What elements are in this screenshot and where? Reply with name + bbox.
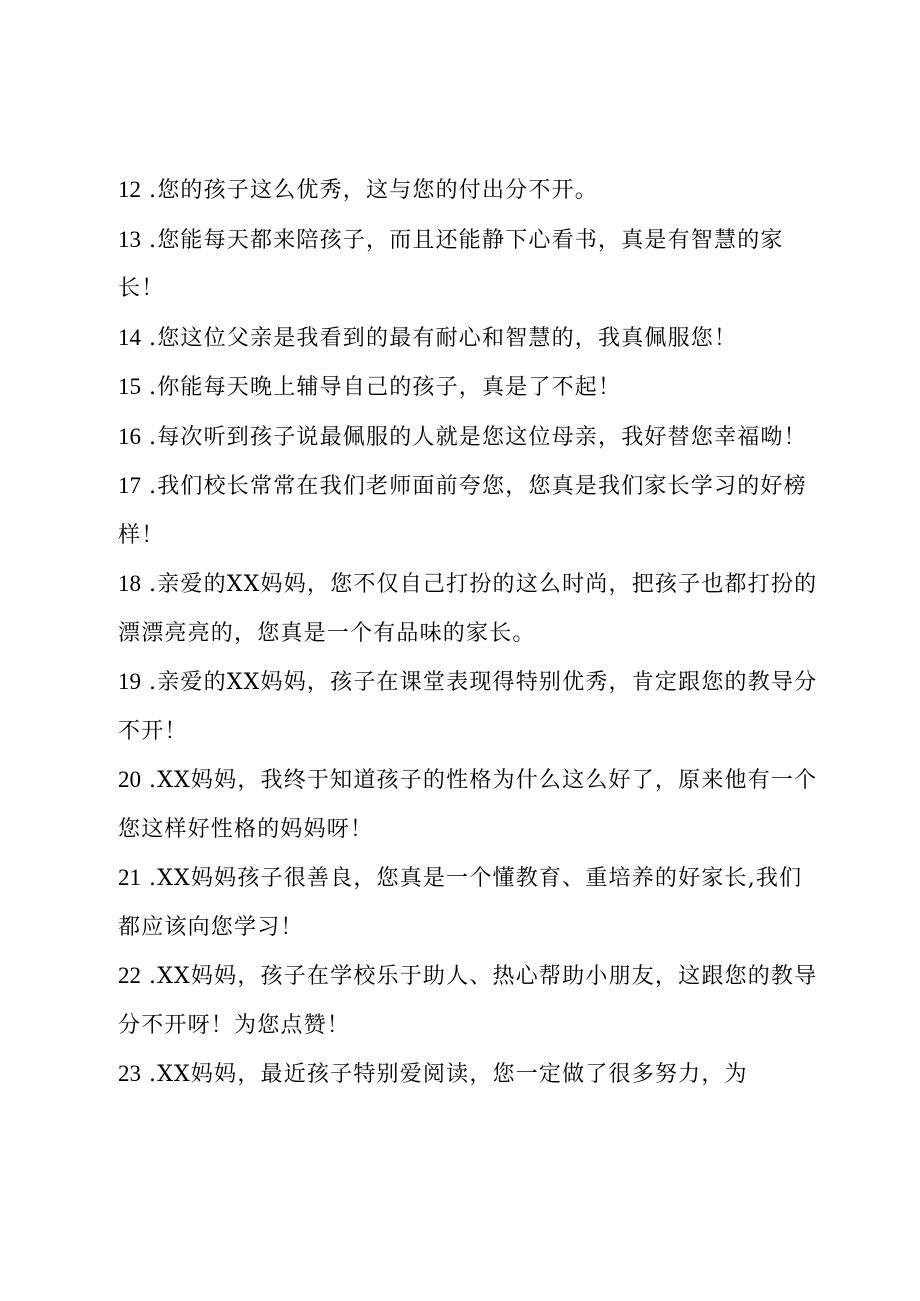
item-number: 18 — [118, 571, 141, 596]
document-body — [118, 166, 818, 1100]
list-item — [118, 462, 818, 560]
item-text: .您的孩子这么优秀，这与您的付出分不开。 — [149, 178, 598, 203]
item-number: 13 — [118, 226, 141, 252]
item-text: .XX妈妈孩子很善良，您真是一个懂教育、重培养的好家长,我们都应该向您学习！ — [118, 866, 803, 940]
list-item — [118, 314, 818, 364]
item-number: 20 — [118, 767, 141, 792]
item-number: 22 — [118, 963, 141, 988]
list-item — [118, 413, 818, 463]
list-item — [118, 166, 818, 216]
list-item — [118, 1050, 818, 1100]
list-item — [118, 756, 818, 854]
list-item — [118, 854, 818, 952]
item-text: .亲爱的XX妈妈，您不仅自己打扮的这么时尚，把孩子也都打扮的漂漂亮亮的，您真是一个有品味的家长。 — [118, 572, 818, 646]
item-number: 15 — [118, 374, 141, 399]
item-number: 21 — [118, 865, 141, 890]
item-text: .XX妈妈，孩子在学校乐于助人、热心帮助小朋友，这跟您的教导分不开呀！为您点赞！ — [118, 964, 818, 1038]
list-item — [118, 952, 818, 1050]
list-item — [118, 363, 818, 413]
item-text: .XX妈妈，最近孩子特别爱阅读，您一定做了很多努力，为 — [149, 1062, 748, 1087]
list-item — [118, 658, 818, 756]
item-number: 14 — [118, 324, 141, 350]
item-number: 17 — [118, 473, 141, 498]
item-number: 16 — [118, 423, 141, 449]
item-text: .XX妈妈，我终于知道孩子的性格为什么这么好了，原来他有一个您这样好性格的妈妈呀！ — [118, 768, 818, 842]
item-text: .您这位父亲是我看到的最有耐心和智慧的，我真佩服您！ — [149, 325, 738, 351]
item-text: .亲爱的XX妈妈，孩子在课堂表现得特别优秀，肯定跟您的教导分不开！ — [118, 670, 818, 744]
list-item — [118, 216, 818, 314]
item-number: 23 — [118, 1061, 141, 1086]
item-text: .我们校长常常在我们老师面前夸您，您真是我们家长学习的好榜样！ — [118, 474, 807, 548]
item-number: 12 — [118, 177, 141, 202]
list-item — [118, 560, 818, 658]
item-number: 19 — [118, 669, 141, 694]
item-text: .你能每天晚上辅导自己的孩子，真是了不起！ — [149, 375, 622, 400]
item-text: .每次听到孩子说最佩服的人就是您这位母亲，我好替您幸福呦！ — [149, 424, 807, 450]
item-text: .您能每天都来陪孩子，而且还能静下心看书，真是有智慧的家长！ — [118, 227, 784, 301]
